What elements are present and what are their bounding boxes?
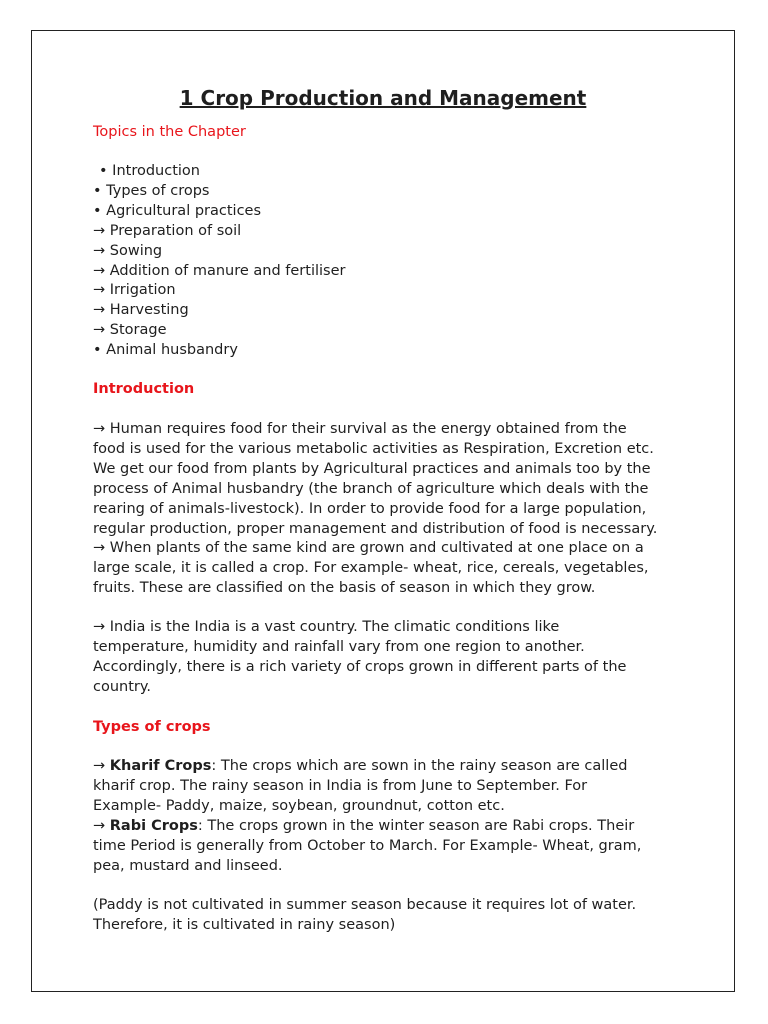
text-line: Accordingly, there is a rich variety of crops grown in different parts of the — [93, 658, 627, 675]
text-line: → When plants of the same kind are grown and cultivated at one place on a — [93, 540, 644, 557]
text-line: large scale, it is called a crop. For example- wheat, rice, cereals, vegetables, — [93, 560, 649, 577]
crop-types-paragraph — [93, 757, 683, 876]
text-line: → Human requires food for their survival as the energy obtained from the — [93, 421, 627, 437]
text-line — [93, 817, 683, 837]
arrow-glyph: → — [93, 758, 110, 774]
arrow-glyph: → — [93, 817, 110, 834]
text-span: : The crops grown in the winter season are Rabi crops. Their — [197, 817, 635, 834]
text-span: : The crops which are sown in the rainy season are called — [211, 758, 628, 774]
text-line: temperature, humidity and rainfall vary from one region to another. — [93, 638, 585, 655]
topic-item: → Preparation of soil — [93, 222, 242, 239]
topic-item: → Irrigation — [93, 282, 176, 299]
text-line: → India is the India is a vast country. The climatic conditions like — [93, 619, 560, 635]
text-line: food is used for the various metabolic activities as Respiration, Excretion etc. — [93, 440, 654, 457]
topics-heading: Topics in the Chapter — [93, 124, 246, 140]
topic-item: → Sowing — [93, 242, 163, 259]
text-line: pea, mustard and linseed. — [93, 857, 283, 874]
text-line: We get our food from plants by Agricultural practices and animals too by the — [93, 460, 651, 477]
topic-item: • Introduction — [99, 163, 200, 179]
topic-item: • Types of crops — [93, 182, 210, 199]
introduction-paragraph-2 — [93, 618, 683, 698]
introduction-paragraph-1 — [93, 420, 683, 599]
topic-item: • Agricultural practices — [93, 202, 262, 219]
rabi-crops-term: Rabi Crops — [109, 817, 198, 834]
topic-item: → Storage — [93, 322, 167, 339]
introduction-heading: Introduction — [93, 381, 195, 397]
text-line: (Paddy is not cultivated in summer season because it requires lot of water. — [93, 897, 637, 913]
text-line: country. — [93, 678, 151, 695]
types-of-crops-heading: Types of crops — [93, 719, 211, 735]
topics-list — [93, 162, 683, 361]
text-line: process of Animal husbandry (the branch of agriculture which deals with the — [93, 480, 649, 497]
paddy-note — [93, 896, 683, 936]
kharif-crops-term: Kharif Crops — [109, 758, 212, 774]
topic-item: → Addition of manure and fertiliser — [93, 262, 346, 279]
topic-item: → Harvesting — [93, 302, 189, 319]
text-line: kharif crop. The rainy season in India is from June to September. For — [93, 777, 588, 794]
text-line: Therefore, it is cultivated in rainy season) — [93, 916, 396, 933]
text-line — [93, 757, 683, 777]
text-line: fruits. These are classified on the basis of season in which they grow. — [93, 580, 596, 597]
text-line: regular production, proper management and distribution of food is necessary. — [93, 520, 658, 537]
text-line: time Period is generally from October to March. For Example- Wheat, gram, — [93, 837, 642, 854]
page-title: 1 Crop Production and Management — [179, 86, 587, 110]
topic-item: • Animal husbandry — [93, 342, 238, 359]
text-line: Example- Paddy, maize, soybean, groundnut, cotton etc. — [93, 797, 505, 814]
text-line: rearing of animals-livestock). In order to provide food for a large population, — [93, 500, 647, 517]
